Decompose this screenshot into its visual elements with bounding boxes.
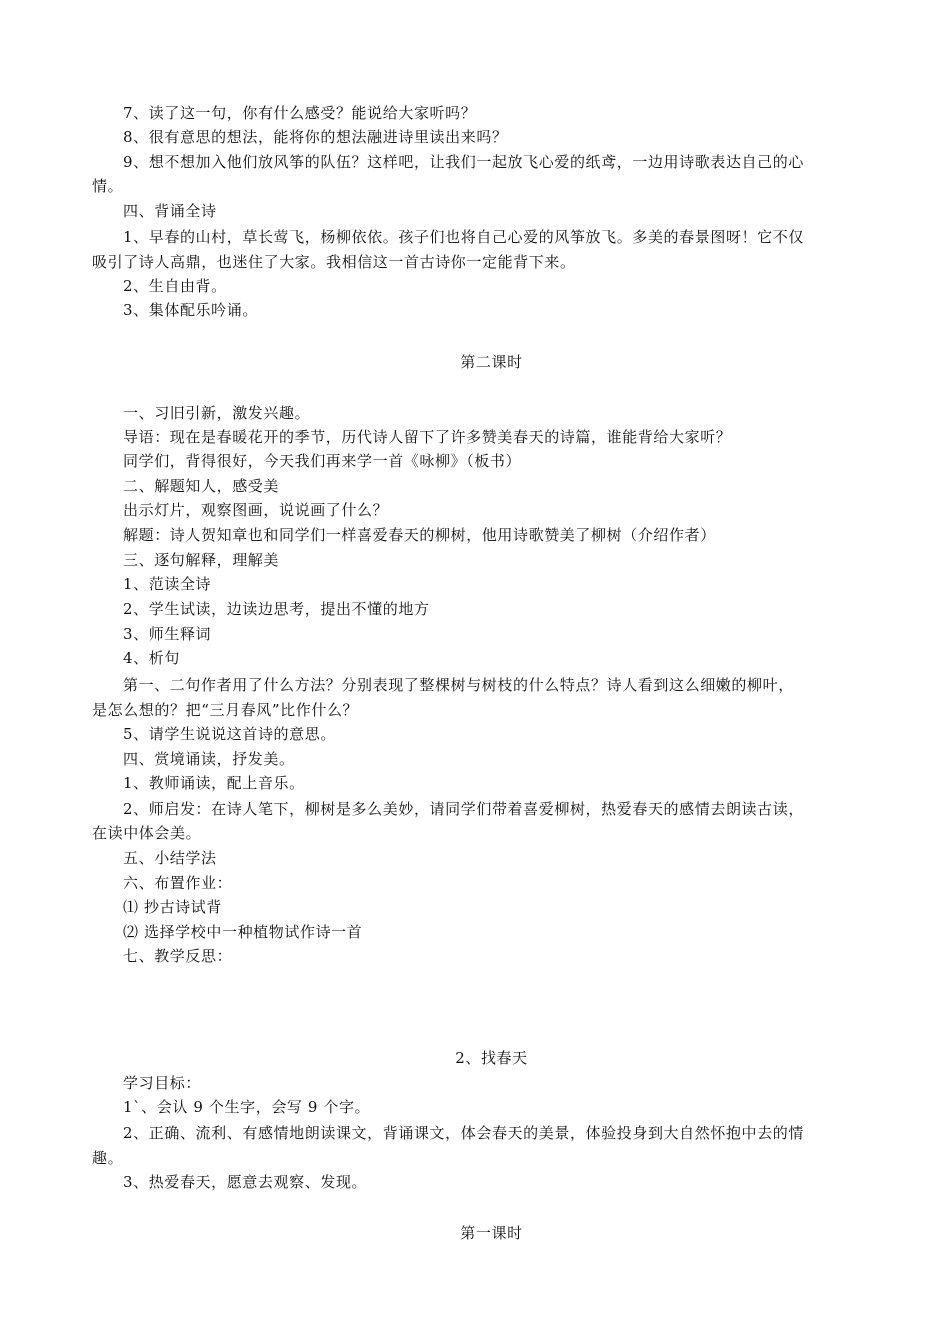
text-line: 3、热爱春天，愿意去观察、发现。 (123, 1173, 368, 1191)
text-line: 1、教师诵读，配上音乐。 (123, 774, 305, 792)
section-heading: 七、教学反思： (123, 947, 233, 965)
text-line: 同学们，背得很好，今天我们再来学一首《咏柳》（板书） (123, 452, 522, 470)
text-line: 4、析句 (123, 649, 180, 667)
text-line: 解题：诗人贺知章也和同学们一样喜爱春天的柳树，他用诗歌赞美了柳树（介绍作者） (123, 526, 716, 544)
text-line: ⑴ 抄古诗试背 (123, 898, 222, 916)
text-line: 在读中体会美。 (92, 824, 202, 842)
text-line: 1`、会认 9 个生字，会写 9 个字。 (123, 1098, 371, 1116)
lesson-title: 第一课时 (460, 1224, 523, 1242)
text-line: 1、范读全诗 (123, 575, 212, 593)
text-line: 2、生自由背。 (123, 277, 227, 295)
text-line: 5、请学生说说这首诗的意思。 (123, 725, 336, 743)
text-line: 7、读了这一句，你有什么感受？能说给大家听吗？ (123, 104, 477, 122)
text-line: 第一、二句作者用了什么方法？分别表现了整棵树与树枝的什么特点？诗人看到这么细嫩的柳叶， (123, 676, 794, 694)
section-heading: 四、赏境诵读，抒发美。 (123, 750, 295, 768)
lesson-title: 2、找春天 (455, 1049, 528, 1067)
text-line: 2、师启发：在诗人笔下，柳树是多么美妙，请同学们带着喜爱柳树，热爱春天的感情去朗读古读， (123, 800, 804, 818)
section-heading: 五、小结学法 (123, 849, 217, 867)
text-line: 2、正确、流利、有感情地朗读课文，背诵课文，体会春天的美景，体验投身到大自然怀抱中去的情 (123, 1124, 804, 1142)
section-heading: 四、背诵全诗 (123, 202, 217, 220)
section-heading: 六、布置作业： (123, 874, 233, 892)
text-line: 3、集体配乐吟诵。 (123, 301, 258, 319)
text-line: 导语：现在是春暖花开的季节，历代诗人留下了许多赞美春天的诗篇，谁能背给大家听？ (123, 428, 732, 446)
text-line: 1、早春的山村，草长莺飞，杨柳依依。孩子们也将自己心爱的风筝放飞。多美的春景图呀！它不仅 (123, 228, 804, 246)
section-heading: 三、逐句解释，理解美 (123, 551, 280, 569)
text-line: 趣。 (92, 1149, 124, 1167)
text-line: 8、很有意思的想法，能将你的想法融进诗里读出来吗？ (123, 128, 508, 146)
text-line: 出示灯片，观察图画，说说画了什么？ (123, 501, 389, 519)
section-heading: 二、解题知人，感受美 (123, 477, 280, 495)
section-heading: 学习目标： (123, 1074, 202, 1092)
text-line: 吸引了诗人高鼎，也迷住了大家。我相信这一首古诗你一定能背下来。 (92, 253, 576, 271)
text-line: 3、师生释词 (123, 625, 212, 643)
text-line: 9、想不想加入他们放风筝的队伍？这样吧，让我们一起放飞心爱的纸鸢，一边用诗歌表达自己的心 (123, 153, 804, 171)
section-heading: 一、习旧引新，激发兴趣。 (123, 404, 311, 422)
lesson-title: 第二课时 (460, 353, 523, 371)
text-line: 情。 (92, 177, 124, 195)
text-line: 2、学生试读，边读边思考，提出不懂的地方 (123, 600, 430, 618)
text-line: 是怎么想的？把“三月春风”比作什么？ (92, 701, 359, 719)
text-line: ⑵ 选择学校中一种植物试作诗一首 (123, 923, 363, 941)
